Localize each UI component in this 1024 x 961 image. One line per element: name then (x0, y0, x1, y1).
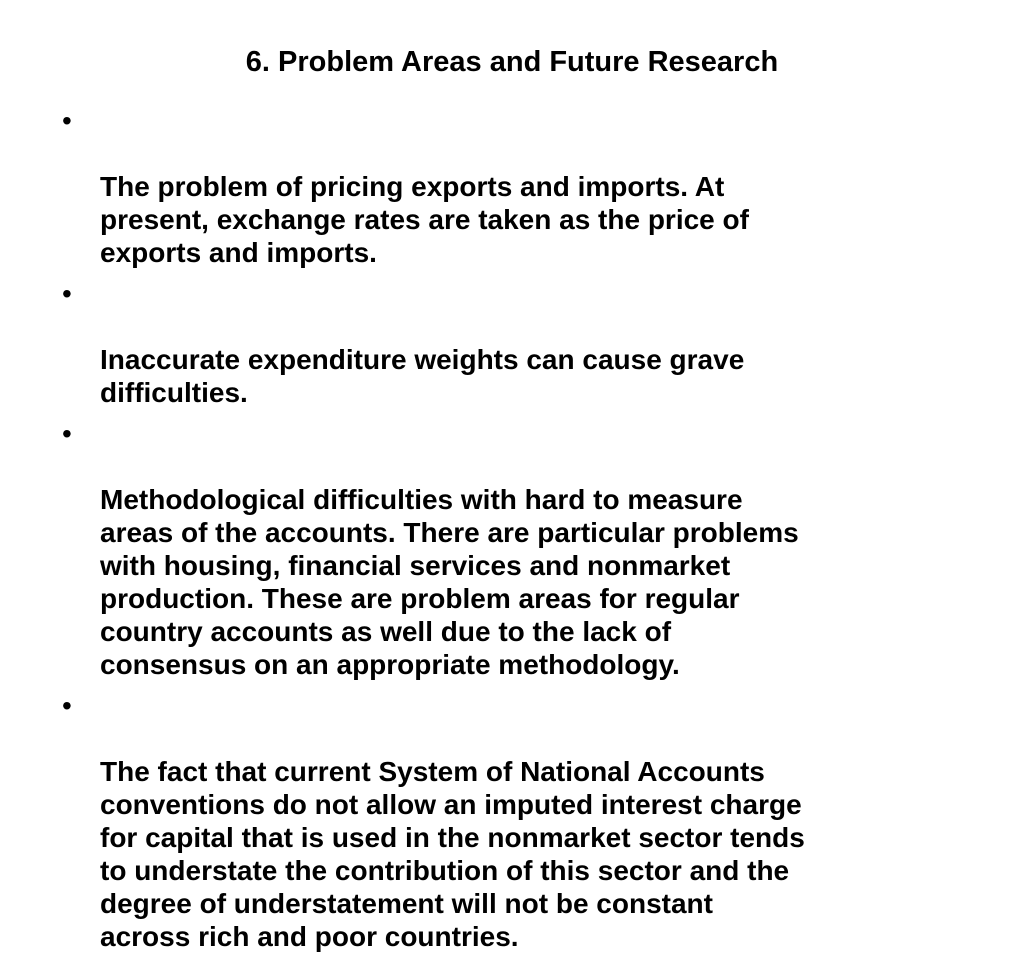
bullet-icon: • (62, 278, 72, 309)
bullet-text: Methodological difficulties with hard to measure areas of the accounts. There are particular problems with housing, financial services and nonmarket production. These are problem areas for regular country accounts as well due to the lack of consensus on an appropriate methodology. (100, 484, 799, 680)
bullet-icon: • (62, 690, 72, 721)
bullet-item (62, 104, 982, 269)
bullet-item (62, 689, 982, 953)
bullet-list (62, 104, 982, 961)
bullet-icon: • (62, 105, 72, 136)
bullet-text: The fact that current System of National Accounts conventions do not allow an imputed interest charge for capital that is used in the nonmarket sector tends to understate the contribution of this sector and the degree of understatement will not be constant across rich and poor countries. (100, 756, 805, 952)
bullet-text: The problem of pricing exports and imports. At present, exchange rates are taken as the price of exports and imports. (100, 171, 749, 268)
bullet-item (62, 277, 982, 409)
bullet-text: Inaccurate expenditure weights can cause grave difficulties. (100, 344, 745, 408)
bullet-icon: • (62, 418, 72, 449)
slide-title: 6. Problem Areas and Future Research (245, 46, 779, 78)
bullet-item (62, 417, 982, 681)
